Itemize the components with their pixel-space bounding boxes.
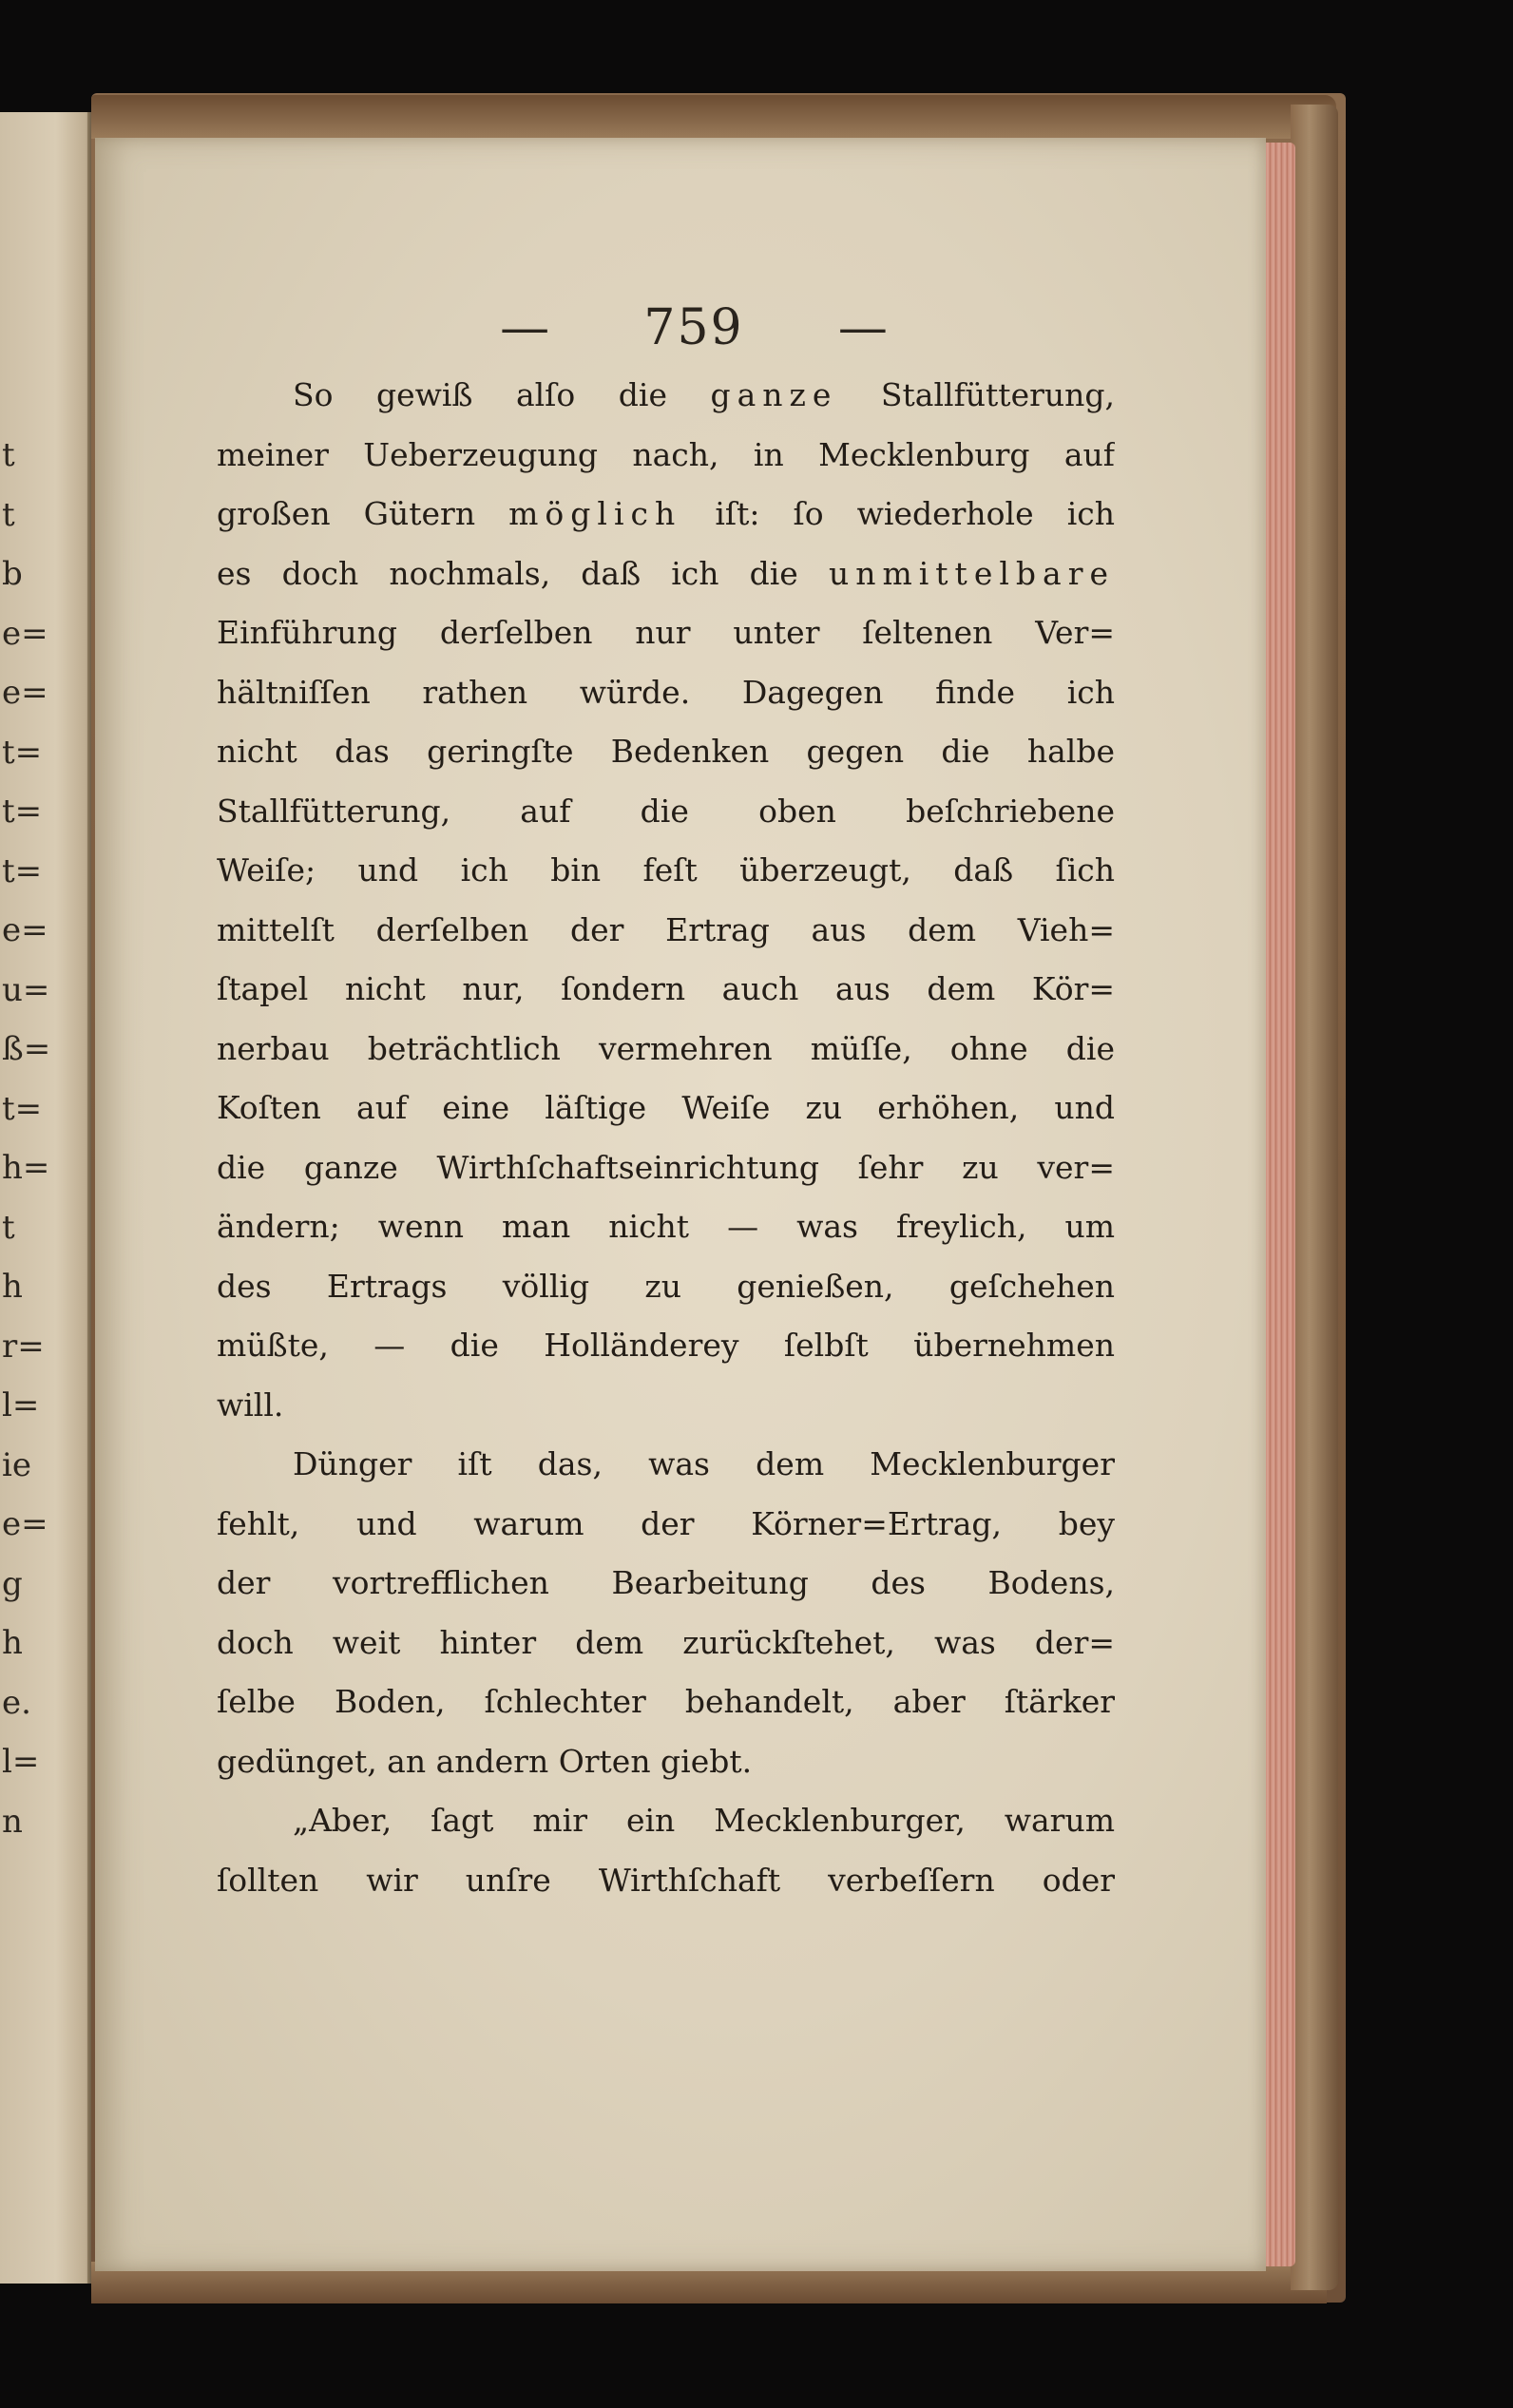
header-dash-right: — — [837, 299, 888, 356]
text-line — [217, 1435, 1115, 1495]
left-page-line-fragments — [2, 426, 51, 1851]
text-line — [217, 366, 1115, 426]
text-run: „Aber, ſagt mir ein Mecklenburger, warum — [293, 1802, 1115, 1839]
left-page-fragment: u= — [2, 970, 50, 1009]
left-page-fragment: t= — [2, 1089, 43, 1128]
text-run: ſollten wir unſre Wirthſchaft verbeſſern oder — [217, 1861, 1115, 1899]
left-page-fragment: e= — [2, 614, 48, 653]
text-run: iſt: ſo wiederhole ich — [681, 495, 1115, 532]
text-run: ändern; wenn man nicht — was freylich, um — [217, 1208, 1115, 1245]
left-facing-page — [0, 112, 93, 2284]
text-run: hältniſſen rathen würde. Dagegen finde ich — [217, 673, 1115, 711]
text-line — [217, 1020, 1115, 1080]
left-page-fragment: t= — [2, 851, 43, 890]
left-page-fragment: b — [2, 555, 23, 593]
left-page-fragment: h= — [2, 1149, 50, 1187]
right-book-page — [95, 138, 1266, 2271]
left-page-fragment: h — [2, 1268, 23, 1306]
text-run: großen Gütern — [217, 495, 509, 532]
left-page-fragment: h — [2, 1624, 23, 1662]
text-line — [217, 1138, 1115, 1198]
text-line — [217, 426, 1115, 486]
left-page-fragment: g — [2, 1564, 23, 1603]
text-run: es doch nochmals, daß ich die — [217, 554, 829, 592]
text-line — [217, 485, 1115, 545]
text-run: nerbau beträchtlich vermehren müſſe, ohne die — [217, 1029, 1115, 1067]
left-page-fragment: l= — [2, 1743, 40, 1781]
left-page-fragment: l= — [2, 1386, 40, 1424]
emphasized-spaced-text: unmittelbare — [828, 554, 1115, 592]
text-line — [217, 1554, 1115, 1614]
text-run: meiner Ueberzeugung nach, in Mecklenburg auf — [217, 435, 1115, 473]
text-run: der vortrefflichen Bearbeitung des Bodens, — [217, 1564, 1115, 1601]
text-line — [217, 841, 1115, 901]
left-page-fragment: t — [2, 495, 15, 534]
left-page-fragment: e= — [2, 674, 48, 712]
left-page-fragment: r= — [2, 1327, 45, 1366]
text-run: will. — [217, 1386, 284, 1424]
text-run: doch weit hinter dem zurückſtehet, was der= — [217, 1623, 1115, 1661]
header-dash-left: — — [500, 299, 550, 356]
book-cover-right-edge — [1291, 105, 1338, 2290]
left-page-fragment: n — [2, 1802, 23, 1841]
text-run: nicht das geringſte Bedenken gegen die halbe — [217, 733, 1115, 770]
text-run: die ganze Wirthſchaftseinrichtung ſehr zu ver= — [217, 1148, 1115, 1186]
text-run: Einführung derſelben nur unter ſeltenen Ver= — [217, 614, 1115, 651]
text-run: ſelbe Boden, ſchlechter behandelt, aber ſtärker — [217, 1683, 1115, 1720]
page-header — [409, 290, 979, 366]
text-run: Koſten auf eine läſtige Weiſe zu erhöhen, und — [217, 1089, 1115, 1126]
text-run: So gewiß alſo die — [293, 376, 711, 413]
text-run: gedünget, an andern Orten giebt. — [217, 1742, 753, 1780]
text-run: Stallfütterung, auf die oben beſchriebene — [217, 792, 1115, 830]
text-line — [217, 960, 1115, 1020]
text-run: fehlt, und warum der Körner=Ertrag, bey — [217, 1504, 1115, 1542]
text-run: müßte, — die Holländerey ſelbſt übernehmen — [217, 1327, 1115, 1364]
text-line — [217, 1316, 1115, 1376]
text-line — [217, 1672, 1115, 1732]
emphasized-spaced-text: möglich — [508, 495, 682, 532]
text-run: mittelſt derſelben der Ertrag aus dem Vieh= — [217, 910, 1115, 948]
body-text — [217, 366, 1115, 1910]
text-line — [217, 1079, 1115, 1138]
left-page-fragment: e. — [2, 1683, 31, 1722]
left-page-fragment: t — [2, 1208, 15, 1247]
text-line — [217, 1495, 1115, 1555]
text-run: Weiſe; und ich bin feſt überzeugt, daß ſich — [217, 851, 1115, 889]
left-page-fragment: ie — [2, 1445, 31, 1484]
text-line — [217, 1257, 1115, 1317]
text-line — [217, 545, 1115, 604]
book-cover-top-edge — [91, 95, 1336, 139]
text-run: ſtapel nicht nur, ſondern auch aus dem Kör= — [217, 970, 1115, 1007]
text-line — [217, 901, 1115, 961]
emphasized-spaced-text: ganze — [710, 376, 838, 413]
left-page-fragment: e= — [2, 911, 48, 949]
left-page-fragment: ß= — [2, 1030, 51, 1068]
text-line — [217, 603, 1115, 663]
text-line — [217, 722, 1115, 782]
text-line — [217, 1791, 1115, 1851]
text-line — [217, 782, 1115, 842]
text-run: des Ertrags völlig zu genießen, geſchehen — [217, 1267, 1115, 1305]
text-line — [217, 1614, 1115, 1673]
left-page-fragment: t= — [2, 733, 43, 772]
text-run: Stallfütterung, — [837, 376, 1115, 413]
left-page-fragment: t= — [2, 793, 43, 831]
text-run: Dünger iſt das, was dem Mecklenburger — [293, 1445, 1115, 1482]
page-number: 759 — [643, 299, 744, 356]
left-page-fragment: e= — [2, 1505, 48, 1543]
text-line — [217, 663, 1115, 723]
text-line — [217, 1197, 1115, 1257]
text-line — [217, 1851, 1115, 1911]
text-line — [217, 1376, 1115, 1436]
text-line — [217, 1732, 1115, 1792]
left-page-fragment: t — [2, 436, 15, 474]
